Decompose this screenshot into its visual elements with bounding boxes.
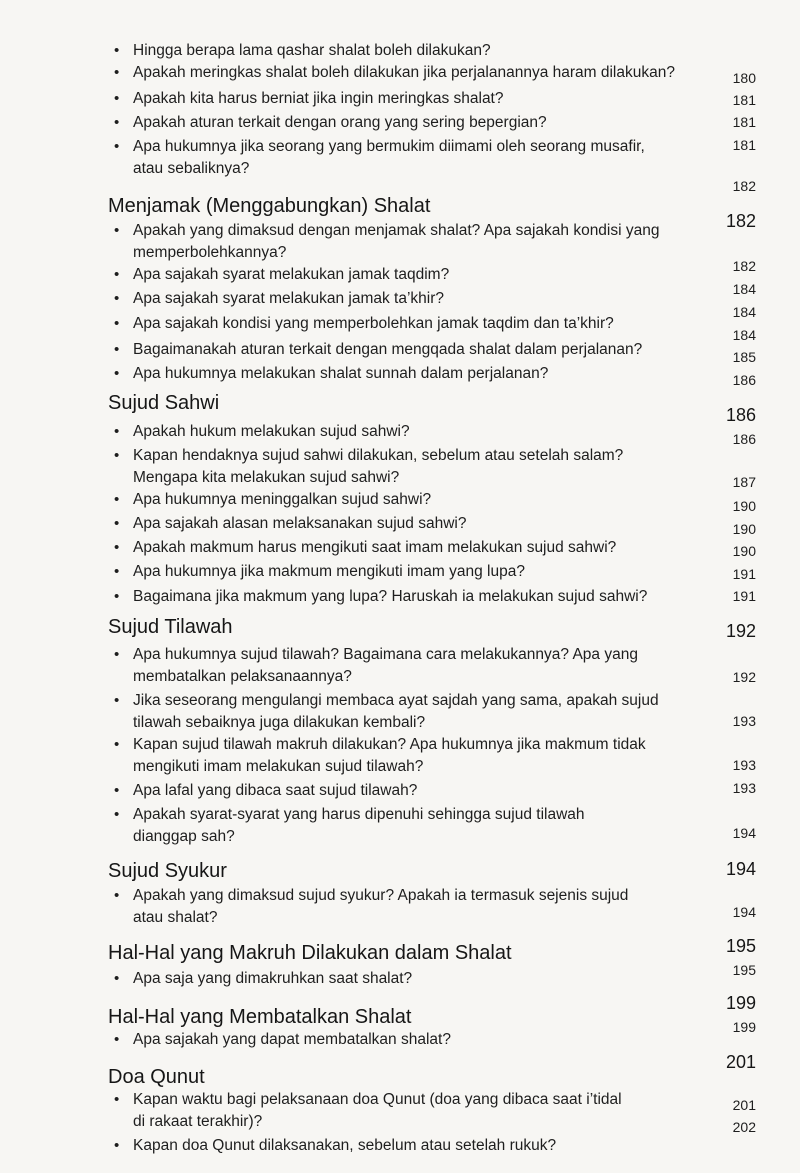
list-item: [114, 885, 714, 929]
bullet-icon: •: [114, 970, 120, 987]
bullet-icon: •: [114, 588, 120, 605]
list-item-page-number: 193: [732, 713, 756, 729]
bullet-icon: •: [114, 365, 120, 382]
list-item-page-number: 194: [732, 904, 756, 920]
list-item: [114, 1135, 714, 1157]
bullet-icon: •: [114, 646, 120, 663]
list-item: [114, 445, 714, 489]
list-item-text: Kapan doa Qunut dilaksanakan, sebelum atau setelah rukuk?: [133, 1137, 557, 1154]
list-item-page-number: 184: [732, 304, 756, 320]
section-title: Hal-Hal yang Makruh Dilakukan dalam Shalat: [108, 942, 512, 964]
list-item-text: Apa hukumnya meninggalkan sujud sahwi?: [133, 491, 432, 508]
list-item: [114, 644, 714, 688]
section-title: Sujud Syukur: [108, 860, 227, 882]
bullet-icon: •: [114, 290, 120, 307]
list-item-text: Apakah meringkas shalat boleh dilakukan jika perjalanannya haram dilakukan?: [133, 64, 675, 81]
section-title: Sujud Sahwi: [108, 392, 220, 414]
list-item-page-number: 184: [732, 327, 756, 343]
list-item-text: Bagaimanakah aturan terkait dengan mengqada shalat dalam perjalanan?: [133, 341, 643, 358]
bullet-icon: •: [114, 887, 120, 904]
bullet-icon: •: [114, 806, 120, 823]
list-item: [114, 804, 714, 848]
list-item-text: Apa sajakah syarat melakukan jamak ta’khir?: [133, 290, 445, 307]
bullet-icon: •: [114, 266, 120, 283]
list-item-text: Apa hukumnya jika seorang yang bermukim diimami oleh seorang musafir, atau sebaliknya?: [133, 138, 645, 177]
list-item-page-number: 181: [732, 137, 756, 153]
list-item: [114, 62, 714, 84]
list-item-page-number: 195: [732, 962, 756, 978]
bullet-icon: •: [114, 491, 120, 508]
list-item: [114, 288, 714, 310]
list-item-page-number: 190: [732, 498, 756, 514]
list-item-page-number: 202: [732, 1119, 756, 1135]
list-item-text: Apa hukumnya melakukan shalat sunnah dalam perjalanan?: [133, 365, 549, 382]
bullet-icon: •: [114, 447, 120, 464]
list-item-text: Kapan waktu bagi pelaksanaan doa Qunut (doa yang dibaca saat i’tidal di rakaat terakhir)?: [133, 1091, 622, 1130]
list-item-page-number: 182: [732, 258, 756, 274]
list-item-page-number: 190: [732, 521, 756, 537]
list-item: [114, 363, 714, 385]
list-item-page-number: 182: [732, 178, 756, 194]
list-item-text: Apakah makmum harus mengikuti saat imam melakukan sujud sahwi?: [133, 539, 617, 556]
list-item-text: Apakah aturan terkait dengan orang yang sering bepergian?: [133, 114, 547, 131]
list-item-page-number: 180: [732, 70, 756, 86]
section-title: Hal-Hal yang Membatalkan Shalat: [108, 1006, 412, 1028]
list-item-page-number: 186: [732, 431, 756, 447]
list-item-text: Apa sajakah alasan melaksanakan sujud sahwi?: [133, 515, 467, 532]
list-item-page-number: 193: [732, 757, 756, 773]
list-item-text: Apa hukumnya sujud tilawah? Bagaimana cara melakukannya? Apa yang membatalkan pelaksanaannya?: [133, 646, 638, 685]
list-item-text: Apa saja yang dimakruhkan saat shalat?: [133, 970, 413, 987]
bullet-icon: •: [114, 90, 120, 107]
list-item: [114, 88, 714, 110]
list-item-page-number: 187: [732, 474, 756, 490]
list-item-page-number: 181: [732, 92, 756, 108]
list-item: [114, 690, 714, 734]
list-item: [114, 734, 714, 778]
list-item-text: Apa sajakah syarat melakukan jamak taqdim?: [133, 266, 450, 283]
bullet-icon: •: [114, 138, 120, 155]
section-page-number: 194: [725, 859, 756, 879]
list-item: [114, 586, 714, 608]
list-item-page-number: 185: [732, 349, 756, 365]
list-item-page-number: 191: [732, 588, 756, 604]
bullet-icon: •: [114, 64, 120, 81]
section-page-number: 201: [725, 1052, 756, 1072]
list-item-page-number: 184: [732, 281, 756, 297]
section-title: Menjamak (Menggabungkan) Shalat: [108, 195, 431, 217]
list-item: [114, 112, 714, 134]
list-item-text: Apakah yang dimaksud sujud syukur? Apakah ia termasuk sejenis sujud atau shalat?: [133, 887, 629, 926]
section-page-number: 195: [725, 936, 756, 956]
bullet-icon: •: [114, 1031, 120, 1048]
list-item-text: Apa hukumnya jika makmum mengikuti imam yang lupa?: [133, 563, 525, 580]
list-item-page-number: 193: [732, 780, 756, 796]
bullet-icon: •: [114, 736, 120, 753]
list-item-text: Apakah yang dimaksud dengan menjamak shalat? Apa sajakah kondisi yang memperbolehkannya?: [133, 222, 660, 261]
list-item-text: Apa sajakah kondisi yang memperbolehkan jamak taqdim dan ta’khir?: [133, 315, 614, 332]
list-item: [114, 1089, 714, 1133]
bullet-icon: •: [114, 222, 120, 239]
section-page-number: 192: [725, 621, 756, 641]
bullet-icon: •: [114, 539, 120, 556]
list-item-text: Apakah syarat-syarat yang harus dipenuhi sehingga sujud tilawah dianggap sah?: [133, 806, 585, 845]
section-page-number: 186: [725, 405, 756, 425]
list-item-page-number: 194: [732, 825, 756, 841]
bullet-icon: •: [114, 782, 120, 799]
list-item-text: Jika seseorang mengulangi membaca ayat sajdah yang sama, apakah sujud tilawah sebaiknya juga dilakukan kembali?: [133, 692, 659, 731]
list-item: [114, 968, 714, 990]
bullet-icon: •: [114, 692, 120, 709]
list-item: [114, 780, 714, 802]
bullet-icon: •: [114, 114, 120, 131]
bullet-icon: •: [114, 1137, 120, 1154]
list-item: [114, 313, 714, 335]
bullet-icon: •: [114, 423, 120, 440]
list-item: [114, 537, 714, 559]
section-title: Sujud Tilawah: [108, 616, 233, 638]
list-item: [114, 561, 714, 583]
list-item-page-number: 201: [732, 1097, 756, 1113]
list-item: [114, 220, 714, 264]
list-item-page-number: 190: [732, 543, 756, 559]
bullet-icon: •: [114, 341, 120, 358]
list-item: [114, 40, 714, 62]
section-page-number: 182: [725, 211, 756, 231]
bullet-icon: •: [114, 563, 120, 580]
list-item: [114, 136, 714, 180]
list-item: [114, 513, 714, 535]
list-item-text: Kapan sujud tilawah makruh dilakukan? Apa hukumnya jika makmum tidak mengikuti imam melakukan sujud tilawah?: [133, 736, 646, 775]
list-item-page-number: 186: [732, 372, 756, 388]
list-item-text: Kapan hendaknya sujud sahwi dilakukan, sebelum atau setelah salam? Mengapa kita melakukan sujud sahwi?: [133, 447, 624, 486]
list-item-page-number: 181: [732, 114, 756, 130]
list-item-text: Apa sajakah yang dapat membatalkan shalat?: [133, 1031, 451, 1048]
list-item-page-number: 191: [732, 566, 756, 582]
list-item-text: Apa lafal yang dibaca saat sujud tilawah?: [133, 782, 418, 799]
list-item: [114, 1029, 714, 1051]
list-item-text: Apakah hukum melakukan sujud sahwi?: [133, 423, 410, 440]
list-item: [114, 264, 714, 286]
list-item: [114, 489, 714, 511]
bullet-icon: •: [114, 515, 120, 532]
list-item-text: Hingga berapa lama qashar shalat boleh dilakukan?: [133, 42, 491, 59]
list-item-text: Bagaimana jika makmum yang lupa? Haruskah ia melakukan sujud sahwi?: [133, 588, 648, 605]
section-page-number: 199: [725, 993, 756, 1013]
bullet-icon: •: [114, 1091, 120, 1108]
list-item-text: Apakah kita harus berniat jika ingin meringkas shalat?: [133, 90, 504, 107]
list-item-page-number: 192: [732, 669, 756, 685]
section-title: Doa Qunut: [108, 1066, 205, 1088]
bullet-icon: •: [114, 315, 120, 332]
list-item: [114, 421, 714, 443]
bullet-icon: •: [114, 42, 120, 59]
list-item-page-number: 199: [732, 1019, 756, 1035]
list-item: [114, 339, 714, 361]
